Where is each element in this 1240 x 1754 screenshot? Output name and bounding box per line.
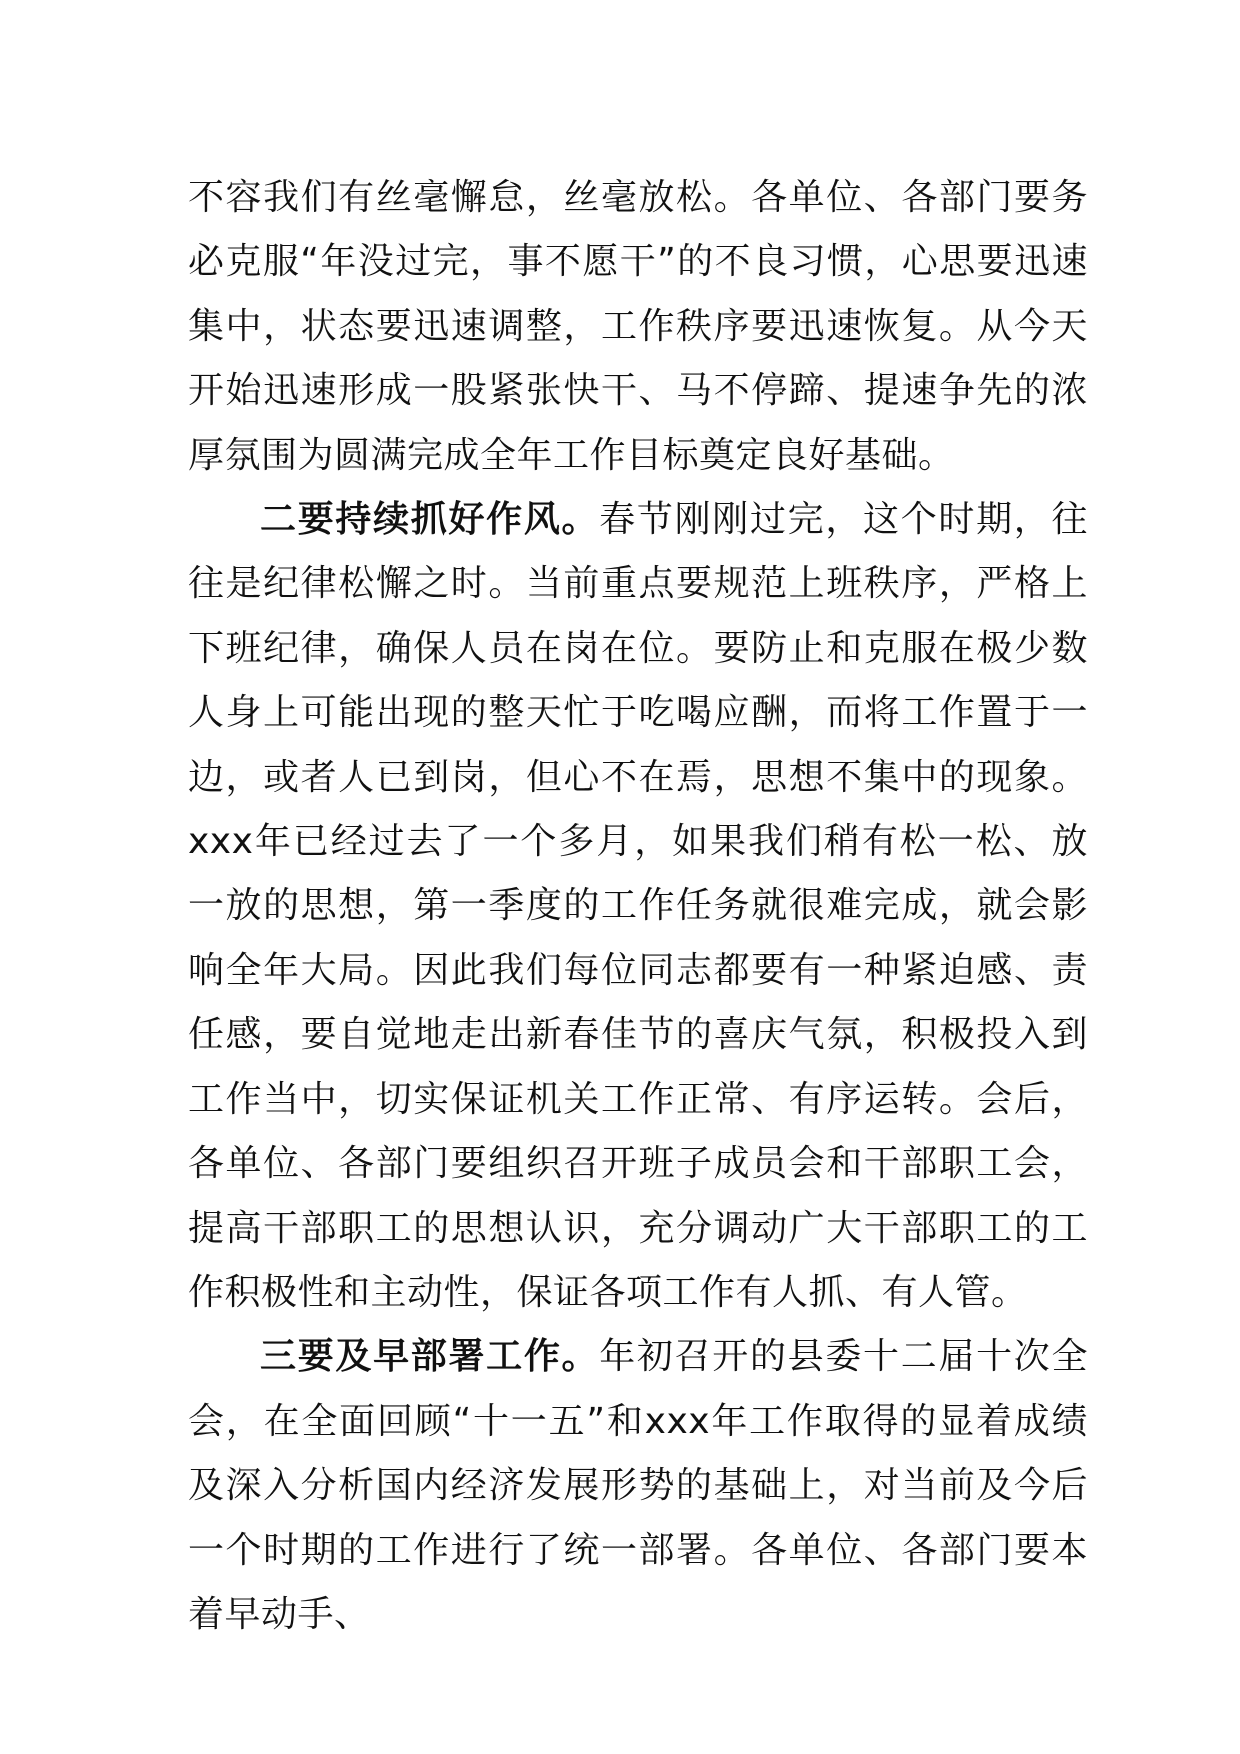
paragraph-heading: 二要持续抓好作风。 (260, 499, 600, 541)
paragraph-text: 春节刚刚过完，这个时期，往往是纪律松懈之时。当前重点要规范上班秩序，严格上下班纪律，确保人员在岗在位。要防止和克服在极少数人身上可能出现的整天忙于吃喝应酬，而将工作置于一边，或者人已到岗，但心不在焉，思想不集中的现象。xxx年已经过去了一个多月，如果我们稍有松一松、放一放的思想，第一季度的工作任务就很难完成，就会影响全年大局。因此我们每位同志都要有一种紧迫感、责任感，要自觉地走出新春佳节的喜庆气氛，积极投入到工作当中，切实保证机关工作正常、有序运转。会后，各单位、各部门要组织召开班子成员会和干部职工会，提高干部职工的思想认识，充分调动广大干部职工的工作积极性和主动性，保证各项工作有人抓、有人管。 (188, 499, 1088, 1313)
paragraph-text: 年初召开的县委十二届十次全会，在全面回顾“十一五”和xxx年工作取得的显着成绩及深入分析国内经济发展形势的基础上，对当前及今后一个时期的工作进行了统一部署。各单位、各部门要本着早动手、 (188, 1336, 1088, 1635)
document-body (188, 166, 1088, 1647)
paragraph-deploy-work (188, 1325, 1088, 1647)
paragraph-continuation (188, 166, 1088, 488)
paragraph-text: 不容我们有丝毫懈怠，丝毫放松。各单位、各部门要务必克服“年没过完，事不愿干”的不良习惯，心思要迅速集中，状态要迅速调整，工作秩序要迅速恢复。从今天开始迅速形成一股紧张快干、马不停蹄、提速争先的浓厚氛围为圆满完成全年工作目标奠定良好基础。 (188, 177, 1088, 476)
paragraph-work-style (188, 488, 1088, 1325)
paragraph-heading: 三要及早部署工作。 (260, 1336, 600, 1378)
